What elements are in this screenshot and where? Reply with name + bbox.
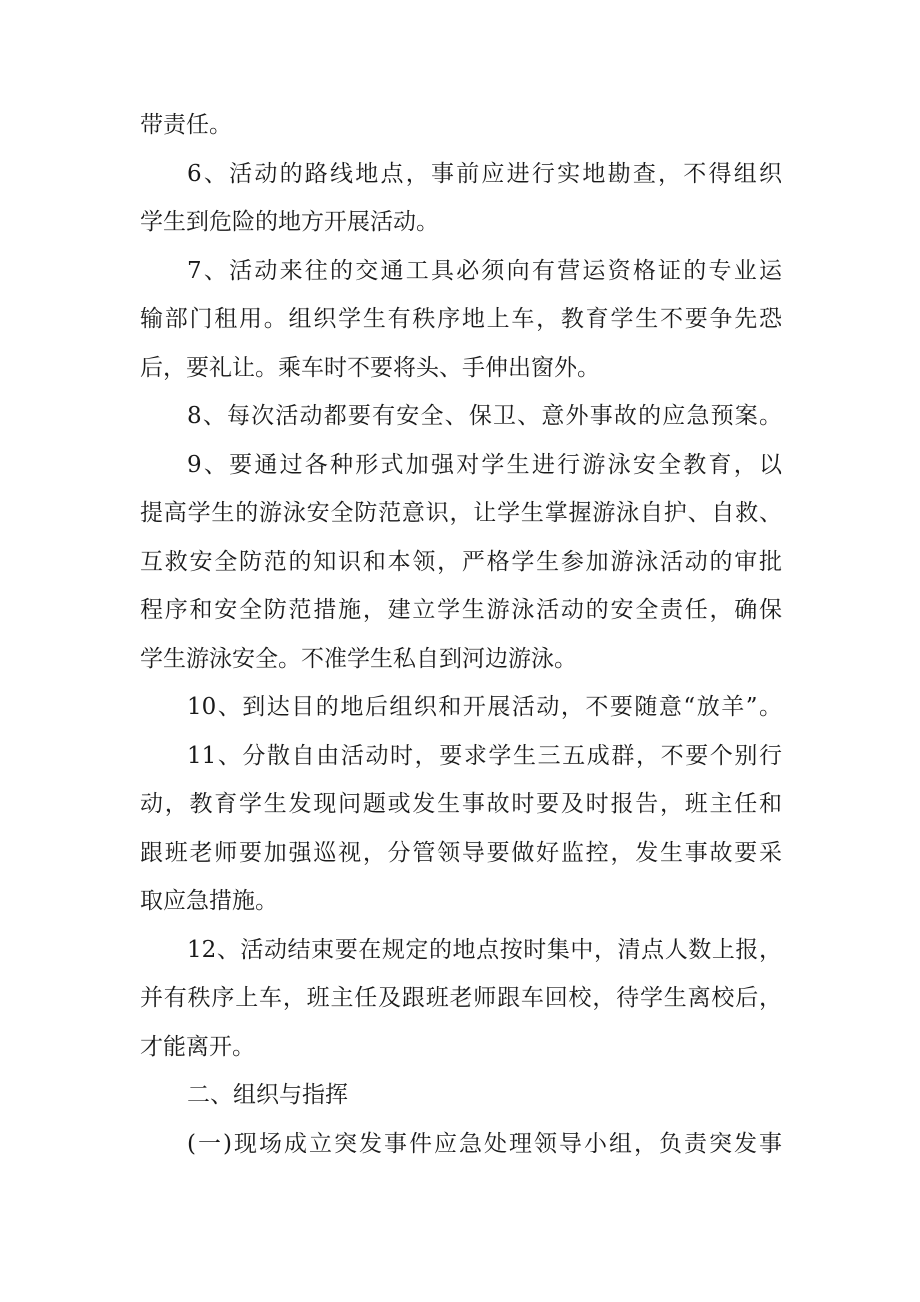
text-line: 才能离开。 xyxy=(140,1033,255,1060)
text-line: 7、活动来往的交通工具必须向有营运资格证的专业运 xyxy=(187,257,782,284)
text-line: (一)现场成立突发事件应急处理领导小组，负责突发事 xyxy=(187,1130,782,1157)
text-line: 互救安全防范的知识和本领，严格学生参加游泳活动的审批 xyxy=(140,548,782,575)
text-line: 后，要礼让。乘车时不要将头、手伸出窗外。 xyxy=(140,354,600,381)
body-text xyxy=(140,101,782,1168)
text-line: 提高学生的游泳安全防范意识，让学生掌握游泳自护、自救、 xyxy=(140,500,782,526)
text-line: 学生游泳安全。不准学生私自到河边游泳。 xyxy=(140,645,577,672)
text-line: 11、分散自由活动时，要求学生三五成群，不要个别行 xyxy=(187,742,782,769)
text-line: 10、到达目的地后组织和开展活动，不要随意“放羊”。 xyxy=(187,694,782,720)
text-line: 6、活动的路线地点，事前应进行实地勘查，不得组织 xyxy=(187,160,782,187)
text-line: 二、组织与指挥 xyxy=(187,1082,348,1108)
text-line: 动，教育学生发现问题或发生事故时要及时报告，班主任和 xyxy=(140,791,782,817)
text-line: 8、每次活动都要有安全、保卫、意外事故的应急预案。 xyxy=(187,403,782,429)
text-line: 带责任。 xyxy=(140,112,232,138)
document-page xyxy=(140,101,782,1168)
text-line: 9、要通过各种形式加强对学生进行游泳安全教育，以 xyxy=(187,451,782,478)
text-line: 并有秩序上车，班主任及跟班老师跟车回校，待学生离校后， xyxy=(140,985,782,1011)
text-line: 学生到危险的地方开展活动。 xyxy=(140,209,439,235)
text-line: 跟班老师要加强巡视，分管领导要做好监控，发生事故要采 xyxy=(140,839,782,866)
text-line: 取应急措施。 xyxy=(140,888,278,914)
text-line: 12、活动结束要在规定的地点按时集中，清点人数上报， xyxy=(187,936,782,963)
text-line: 程序和安全防范措施，建立学生游泳活动的安全责任，确保 xyxy=(140,597,782,623)
text-line: 输部门租用。组织学生有秩序地上车，教育学生不要争先恐 xyxy=(140,306,782,332)
